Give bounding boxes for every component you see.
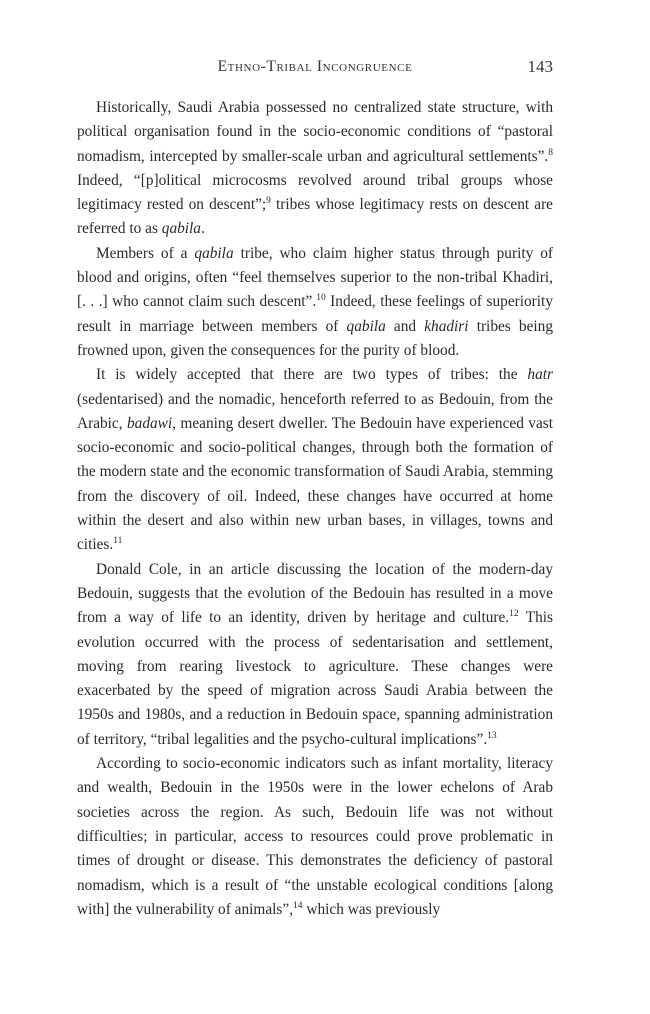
italic-term: qabila [194,244,234,262]
body-text [77,96,553,922]
text-run: Members of a [96,244,195,262]
text-run: It is widely accepted that there are two types of tribes: the [96,366,528,384]
paragraph [77,242,553,363]
footnote-ref: 11 [113,536,123,547]
footnote-ref: 9 [266,196,271,207]
footnote-ref: 14 [293,900,303,911]
footnote-ref: 13 [487,730,497,741]
text-run: tribes being frowned upon, given the consequences for the purity of blood. [77,317,554,359]
paragraph [77,558,553,752]
text-run: According to socio-economic indicators such as infant mortality, literacy and wealth, Bedouin in the 1950s were in the lower echelons of Arab societies across the region. As such, Bedouin life was not without difficulties; in particular, access to resources could prove problematic in times of drought or disease. This demonstrates the deficiency of pastoral nomadism, which is a result of “the unstable ecological conditions [along with] the vulnerability of animals”, [77,755,553,918]
text-run: Historically, Saudi Arabia possessed no centralized state structure, with political organisation found in the socio-economic conditions of “pastoral nomadism, intercepted by smaller-scale urban and agricultural settlements”. [77,99,553,165]
italic-term: khadiri [424,317,469,335]
italic-term: hatr [527,366,553,384]
text-run: tribe, who claim higher status through purity of blood and origins, often “feel themselves superior to the non-tribal Khadiri, [. . .] who cannot claim such descent”. [77,244,553,311]
text-run: and [385,317,425,335]
page-number: 143 [527,57,553,76]
chapter-title: Ethno-Tribal Incongruence [217,58,413,75]
footnote-ref: 12 [509,609,519,620]
text-run: which was previously [302,900,441,918]
text-run: . [200,220,205,238]
text-run: Indeed, “[p]olitical microcosms revolved around tribal groups whose legitimacy rested on descent”; [77,171,553,214]
text-run: Indeed, these feelings of superiority result in marriage between members of [77,293,553,335]
italic-term: badawi [126,414,173,432]
paragraph [77,363,553,557]
paragraph [77,96,553,242]
text-run: (sedentarised) and the nomadic, henceforth referred to as Bedouin, from the Arabic, [77,390,553,432]
text-run: , meaning desert dweller. The Bedouin have experienced vast socio-economic and socio-political changes, through both the formation of the modern state and the economic transformation of Saudi Arabia, stemming from the discovery of oil. Indeed, these changes have occurred at home within the desert and also within new urban bases, in villages, towns and cities. [77,414,554,554]
italic-term: qabila [346,317,386,335]
footnote-ref: 10 [316,293,326,304]
text-run: Donald Cole, in an article discussing the location of the modern-day Bedouin, suggests that the evolution of the Bedouin has resulted in a move from a way of life to an identity, driven by heritage and culture. [77,560,553,627]
italic-term: qabila [161,220,201,238]
text-run: This evolution occurred with the process of sedentarisation and settlement, moving from rearing livestock to agriculture. These changes were exacerbated by the speed of migration across Saudi Arabia between the 1950s and 1980s, and a reduction in Bedouin space, spanning administration of territory, “tribal legalities and the psycho-cultural implications”. [77,609,553,748]
paragraph [77,752,553,922]
footnote-ref: 8 [548,147,553,158]
text-run: tribes whose legitimacy rests on descent are referred to as [77,196,553,238]
running-header [77,58,553,82]
